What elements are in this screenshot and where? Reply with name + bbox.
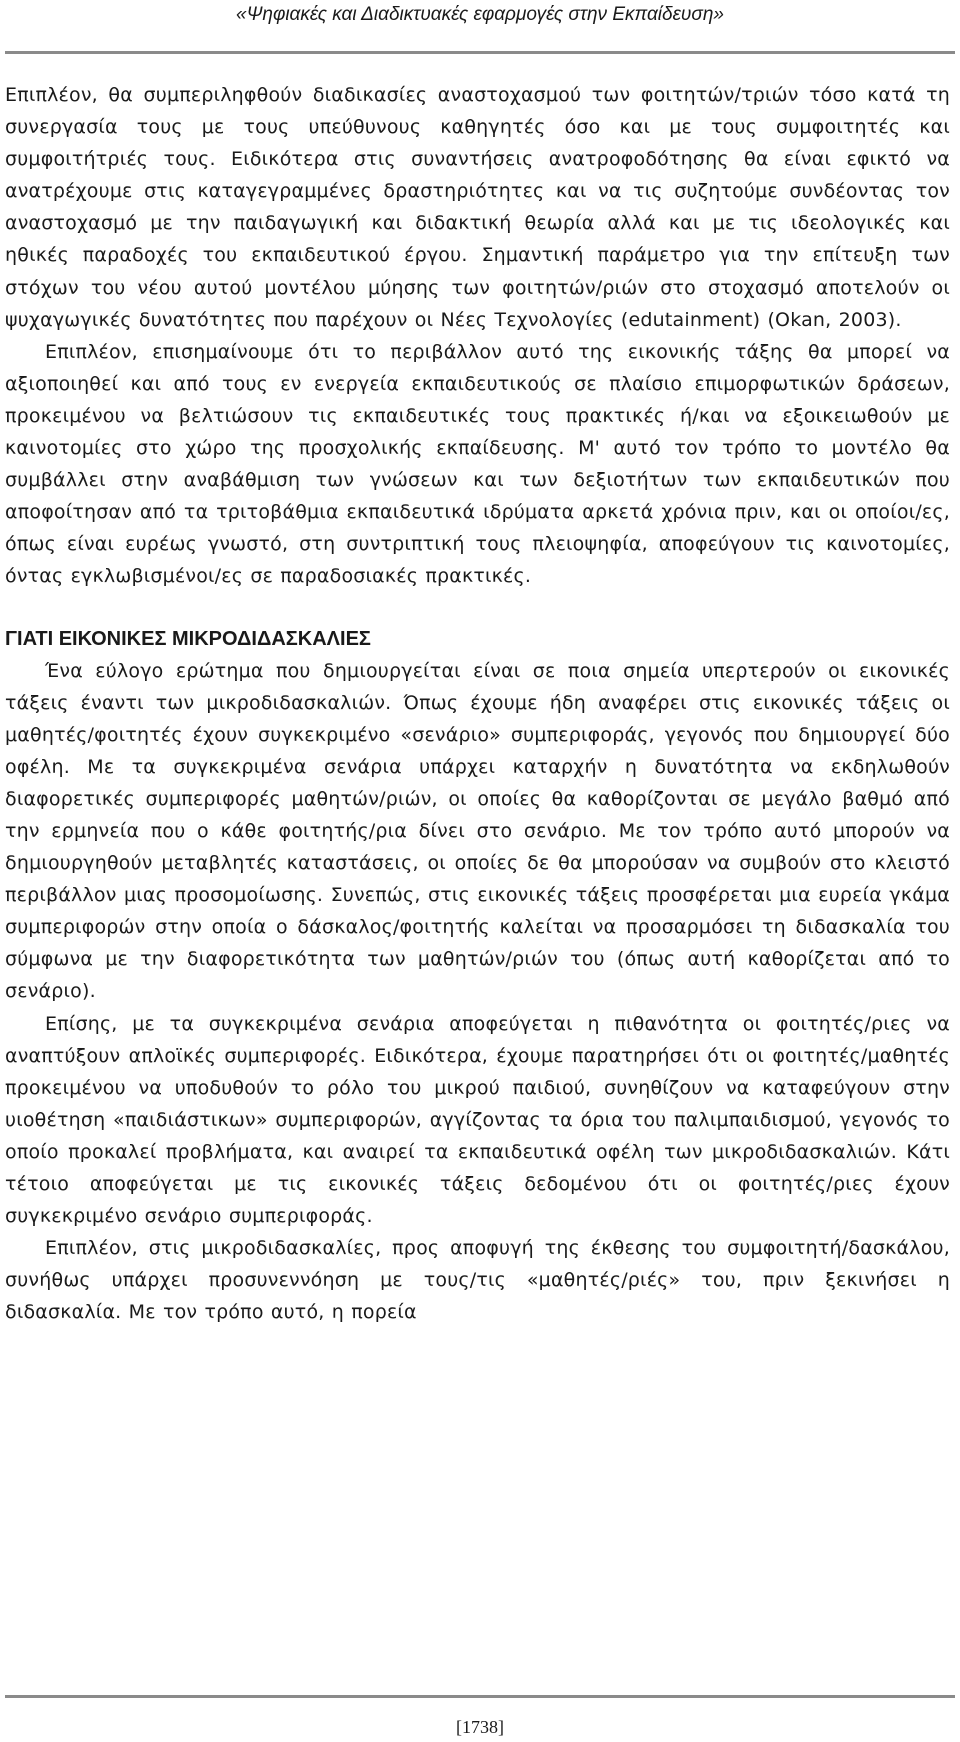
footer-rule — [5, 1695, 955, 1698]
page-number: [1738] — [456, 1717, 504, 1737]
paragraph-reflection: Επιπλέον, θα συμπεριληφθούν διαδικασίες αναστοχασμού των φοιτητών/τριών τόσο κατά τη συνεργασία τους με τους υπεύθυνους καθηγητές όσο και με τους συμφοιτητές και συμφοιτήτριές τους. Ειδικότερα στις συναντήσεις ανατροφοδότησης θα είναι εφικτό να ανατρέχουμε στις καταγεγραμμένες δραστηριότητες και να τις συζητούμε συνδέοντας τον αναστοχασμό με την παιδαγωγική και διδακτική θεωρία αλλά και με τις ιδεολογικές και ηθικές παραδοχές του εκπαιδευτικού έργου. Σημαντική παράμετρο για την επίτευξη των στόχων του νέου αυτού μοντέλου μύησης των φοιτητών/ριών στο στοχασμό αποτελούν οι ψυχαγωγικές δυνατότητες που παρέχουν οι Νέες Τεχνολογίες (edutainment) (Okan, 2003). — [5, 84, 950, 331]
paragraph-microteaching: Επιπλέον, στις μικροδιδασκαλίες, προς αποφυγή της έκθεσης του συμφοιτητή/δασκάλου, συνήθως υπάρχει προσυνεννόηση με τους/τις «μαθητές/ριές» του, πριν ξεκινήσει η διδασκαλία. Με τον τρόπο αυτό, η πορεία — [5, 1237, 950, 1324]
running-header: «Ψηφιακές και Διαδικτυακές εφαρμογές στην Εκπαίδευση» — [236, 4, 724, 25]
header-rule — [5, 51, 955, 54]
paragraph-in-service-teachers: Επιπλέον, επισημαίνουμε ότι το περιβάλλον αυτό της εικονικής τάξης θα μπορεί να αξιοποιηθεί και από τους εν ενεργεία εκπαιδευτικούς σε πλαίσιο επιμορφωτικών δράσεων, προκειμένου να βελτιώσουν τις εκπαιδευτικές τους πρακτικές ή/και να εξοικειωθούν με καινοτομίες στο χώρο της προσχολικής εκπαίδευσης. Μ' αυτό τον τρόπο το μοντέλο θα συμβάλλει στην αναβάθμιση των γνώσεων και των δεξιοτήτων των εκπαιδευτικών που αποφοίτησαν από τα τριτοβάθμια εκπαιδευτικά ιδρύματα αρκετά χρόνια πριν, και οι οποίοι/ες, όπως είναι ευρέως γνωστό, στη συντριπτική τους πλειοψηφία, αποφεύγουν τις καινοτομίες, όντας εγκλωβισμένοι/ες σε παραδοσιακές πρακτικές. — [5, 340, 950, 588]
paragraph-virtual-classes-advantages: Ένα εύλογο ερώτημα που δημιουργείται είναι σε ποια σημεία υπερτερούν οι εικονικές τάξεις έναντι των μικροδιδασκαλιών. Όπως έχουμε ήδη αναφέρει στις εικονικές τάξεις οι μαθητές/φοιτητές έχουν συγκεκριμένο «σενάριο» συμπεριφοράς, γεγονός που δημιουργεί δύο οφέλη. Με τα συγκεκριμένα σενάρια υπάρχει καταρχήν η δυνατότητα να εκδηλωθούν διαφορετικές συμπεριφορές μαθητών/ριών, οι οποίες θα καθορίζονται σε μεγάλο βαθμό από την ερμηνεία που ο κάθε φοιτητής/ρια δίνει στο σενάριο. Με τον τρόπο αυτό μπορούν να δημιουργηθούν μεταβλητές καταστάσεις, οι οποίες δε θα μπορούσαν να συμβούν στο κλειστό περιβάλλον μιας προσομοίωσης. Συνεπώς, στις εικονικές τάξεις προσφέρεται μια ευρεία γκάμα συμπεριφορών στην οποία ο δάσκαλος/φοιτητής καλείται να προσαρμόσει τη διδασκαλία του σύμφωνα με την διαφορετικότητα των μαθητών/ριών του (όπως αυτή καθορίζεται από το σενάριο). — [5, 659, 950, 1003]
page-body — [5, 79, 950, 1328]
section-heading: ΓΙΑΤΙ ΕΙΚΟΝΙΚΕΣ ΜΙΚΡΟΔΙΔΑΣΚΑΛΙΕΣ — [5, 627, 371, 650]
paragraph-scenarios: Επίσης, με τα συγκεκριμένα σενάρια αποφεύγεται η πιθανότητα οι φοιτητές/ριες να αναπτύξουν απλοϊκές συμπεριφορές. Ειδικότερα, έχουμε παρατηρήσει ότι οι φοιτητές/μαθητές προκειμένου να υποδυθούν το ρόλο του μικρού παιδιού, συνηθίζουν να καταφεύγουν στην υιοθέτηση «παιδιάστικων» συμπεριφορών, αγγίζοντας τα όρια του παλιμπαιδισμού, γεγονός το οποίο προκαλεί προβλήματα, και αναιρεί τα εκπαιδευτικά οφέλη των μικροδιδασκαλιών. Κάτι τέτοιο αποφεύγεται με τις εικονικές τάξεις δεδομένου ότι οι φοιτητές/ριες έχουν συγκεκριμένο σενάριο συμπεριφοράς. — [5, 1012, 950, 1228]
